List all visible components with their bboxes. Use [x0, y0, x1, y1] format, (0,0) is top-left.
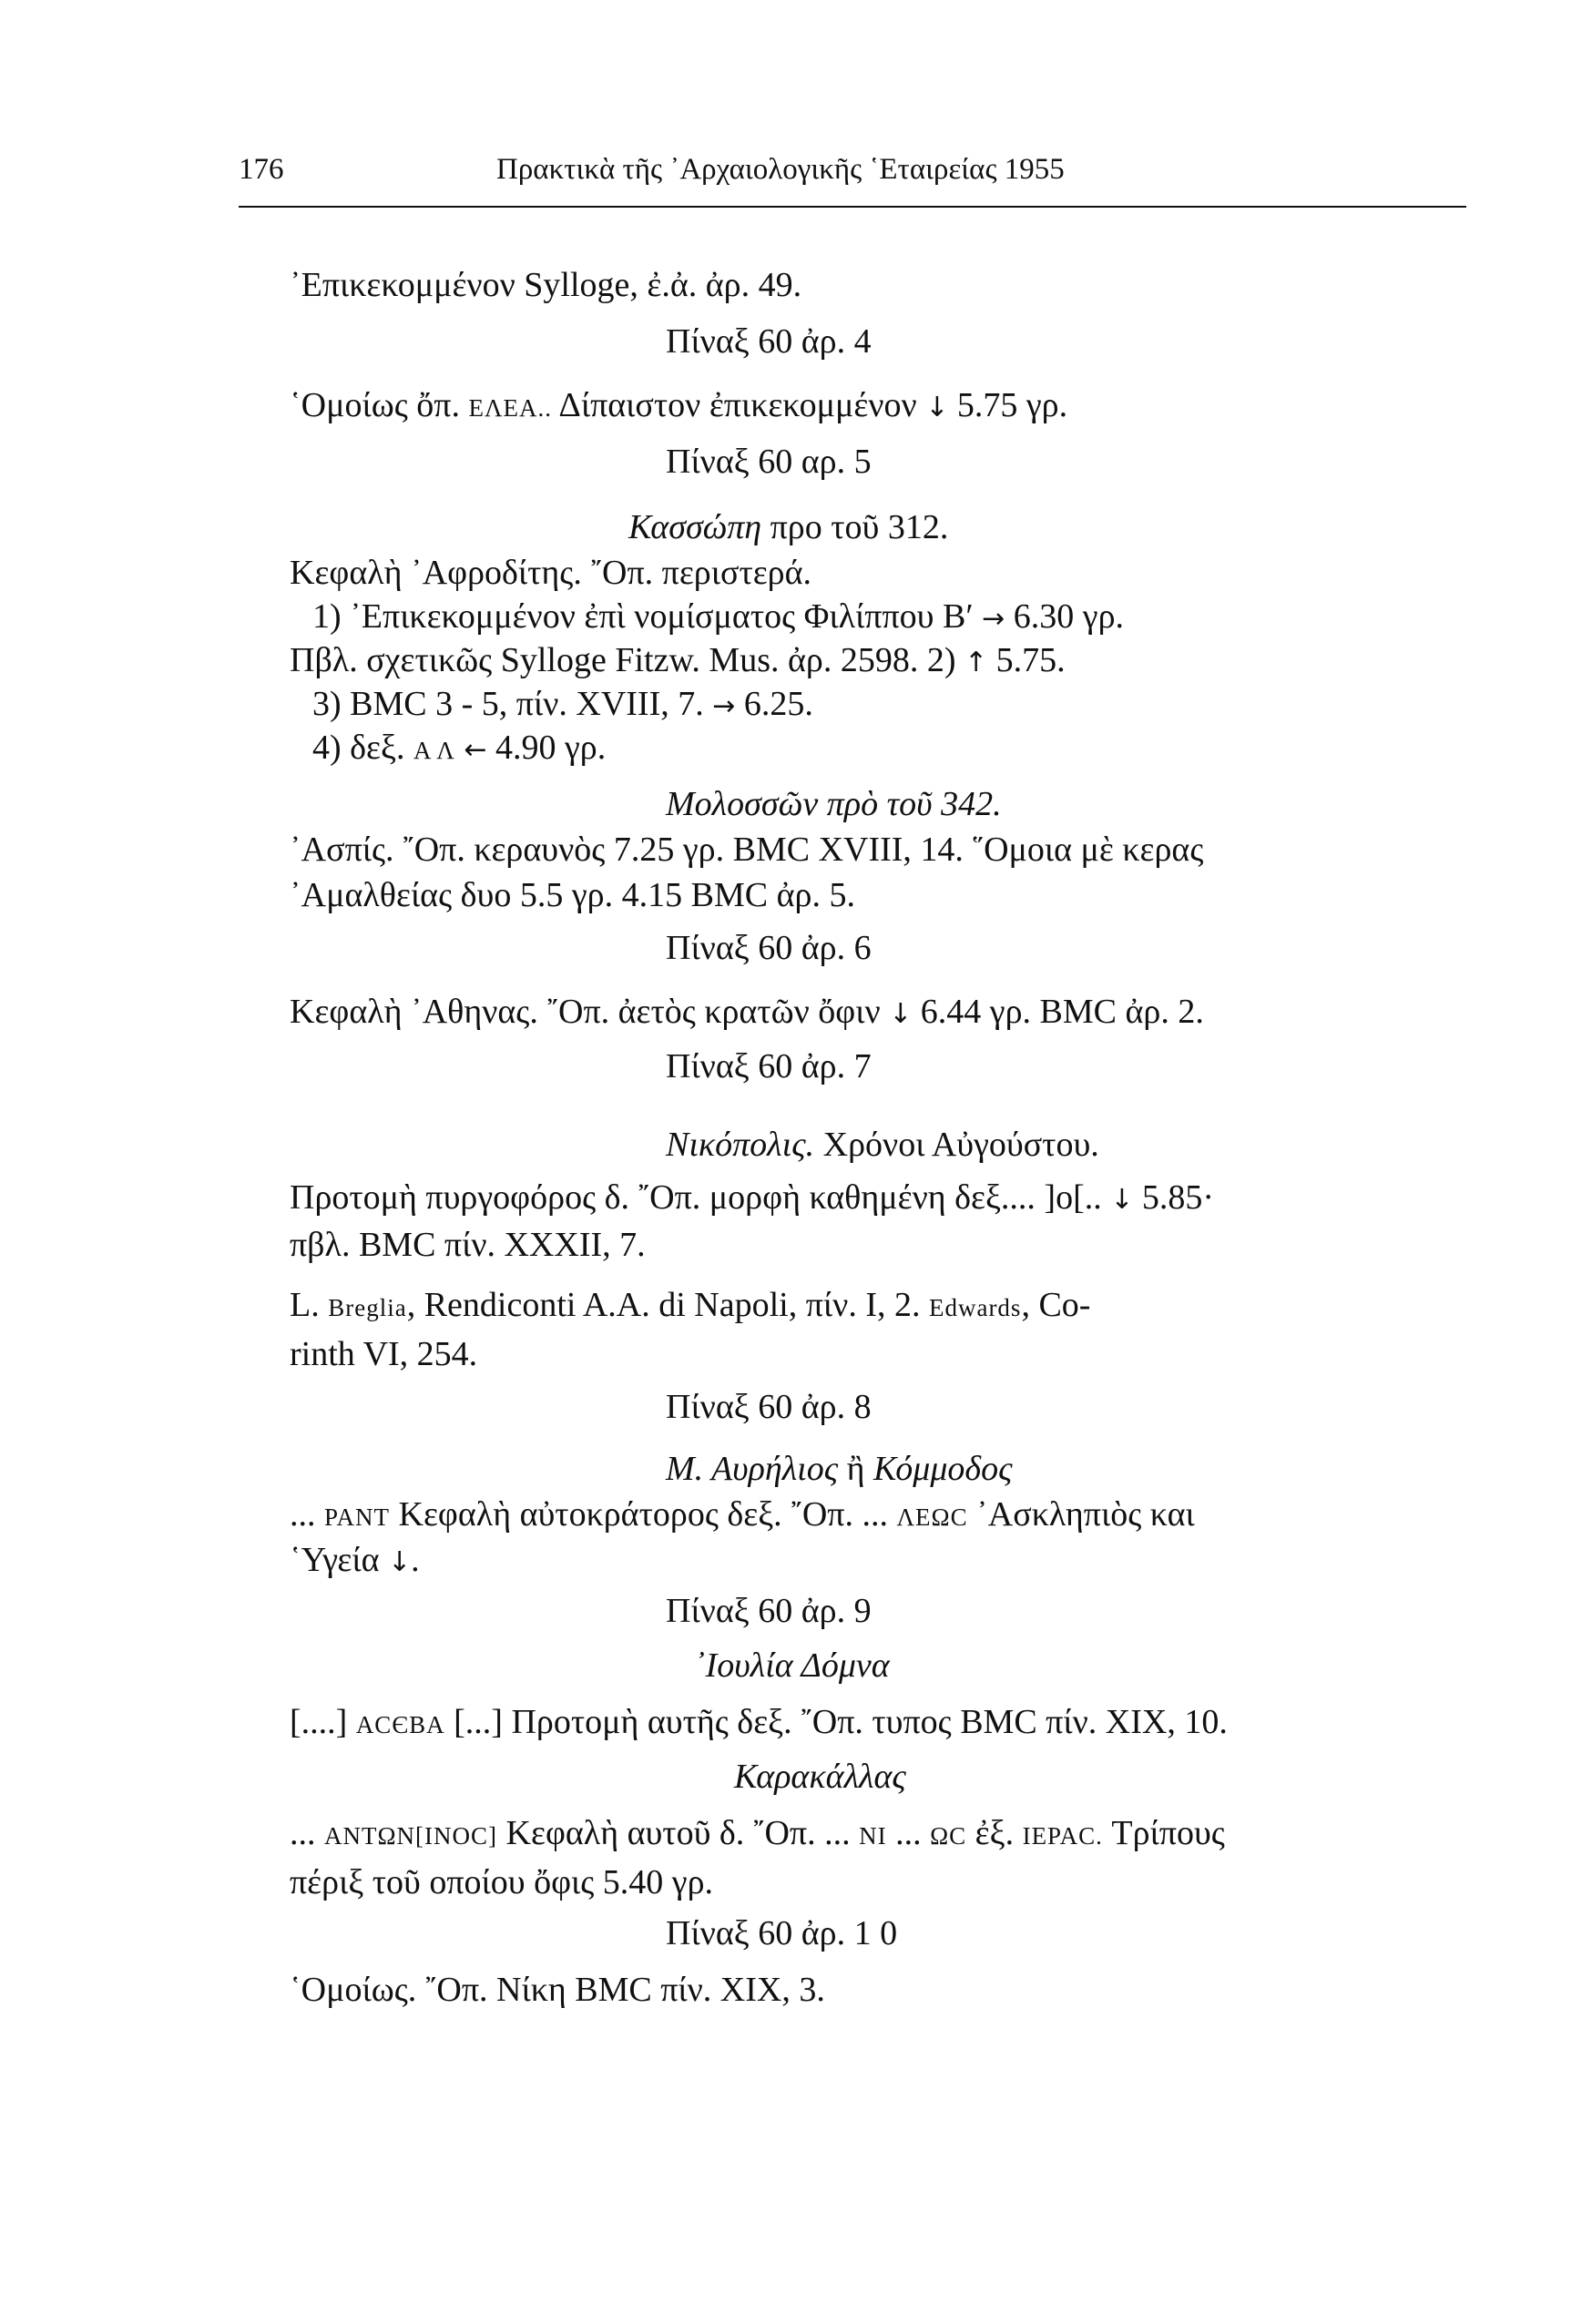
plate-reference: Πίναξ 60 ἀρ. 6 [666, 929, 872, 967]
legend-text: NI [859, 1822, 887, 1850]
legend-text: ΛΕΩC [896, 1503, 968, 1531]
legend-text: ΩC [930, 1822, 967, 1850]
text-line: L. Breglia, Rendiconti A.A. di Napoli, πίν. I, 2. Edwards, Co- [290, 1286, 1091, 1324]
text-line: 4) δεξ. Α Λ ← 4.90 γρ. [312, 727, 606, 771]
text-line: ῾Ομοίως ὄπ. ΕΛΕΑ.. Δίπαιστον ἐπικεκομμένον ↓ 5.75 γρ. [290, 384, 1067, 429]
plate-reference: Πίναξ 60 ἀρ. 8 [666, 1388, 872, 1426]
plate-reference: Πίναξ 60 ἀρ. 7 [666, 1047, 872, 1086]
section-heading: Καρακάλλας [734, 1758, 906, 1796]
text-line: 1) ᾿Επικεκομμένον ἐπὶ νομίσματος Φιλίππου Β′ → 6.30 γρ. [312, 596, 1124, 640]
text-line: πέριξ τοῦ οποίου ὄφις 5.40 γρ. [290, 1863, 714, 1901]
page-header [239, 149, 1464, 189]
section-heading: Νικόπολις. Χρόνοι Αὐγούστου. [666, 1126, 1099, 1164]
section-heading: Μολοσσῶν πρὸ τοῦ 342. [666, 785, 1002, 823]
text-line: [....] ACЄBA [...] Προτομὴ αυτῆς δεξ. ῎Οπ. τυπος BMC πίν. XIX, 10. [290, 1703, 1228, 1741]
text-line: ῾Ομοίως. ῎Οπ. Νίκη BMC πίν. XIX, 3. [290, 1971, 825, 2009]
section-heading: ᾿Ιουλία Δόμνα [694, 1646, 890, 1685]
legend-text: ACЄBA [355, 1711, 445, 1738]
text-line: Κεφαλὴ ᾿Αθηνας. ῎Οπ. ἀετὸς κρατῶν ὄφιν ↓ 6.44 γρ. BMC ἀρ. 2. [290, 991, 1204, 1035]
header-rule [239, 206, 1466, 208]
arrow-down-icon: ↓ [1110, 1184, 1134, 1216]
text-line: Προτομὴ πυργοφόρος δ. ῎Οπ. μορφὴ καθημένη δεξ.... ]ο[.. ↓ 5.85· [290, 1177, 1214, 1221]
running-title: Πρακτικὰ τῆς ᾿Αρχαιολογικῆς ῾Εταιρείας 1955 [496, 153, 1065, 186]
arrow-up-icon: ↑ [964, 647, 988, 678]
text-line: ᾿Επικεκομμένον Sylloge, ἐ.ἀ. ἀρ. 49. [290, 266, 802, 304]
text-line: Κεφαλὴ ᾿Αφροδίτης. ῎Οπ. περιστερά. [290, 554, 812, 592]
page-number: 176 [239, 153, 284, 186]
arrow-down-icon: ↓ [925, 392, 949, 423]
arrow-down-icon: ↓ [889, 998, 913, 1030]
legend-text: ΕΛΕΑ.. [468, 394, 553, 422]
text-line: ῾Υγεία ↓. [290, 1539, 420, 1584]
legend-text: Α Λ [413, 737, 455, 764]
text-line: Πβλ. σχετικῶς Sylloge Fitzw. Mus. ἀρ. 2598. 2) ↑ 5.75. [290, 639, 1066, 684]
text-line: ᾿Αμαλθείας δυο 5.5 γρ. 4.15 BMC ἀρ. 5. [290, 876, 855, 914]
text-line: rinth VI, 254. [290, 1335, 478, 1373]
text-line: πβλ. BMC πίν. XXXII, 7. [290, 1226, 646, 1264]
legend-text: ANTΩN[INOC] [324, 1822, 498, 1850]
plate-reference: Πίναξ 60 αρ. 5 [666, 443, 872, 481]
plate-reference: Πίναξ 60 ἀρ. 1 0 [666, 1914, 898, 1952]
text-line: ... ANTΩN[INOC] Κεφαλὴ αυτοῦ δ. ῎Οπ. ... NI ... ΩC ἐξ. IEPAC. Τρίπους [290, 1814, 1225, 1852]
text-line: ᾿Ασπίς. ῎Οπ. κεραυνὸς 7.25 γρ. BMC XVIII, 14. ῞Ομοια μὲ κερας [290, 831, 1204, 869]
arrow-left-icon: ← [464, 734, 487, 766]
arrow-down-icon: ↓ [388, 1546, 412, 1578]
arrow-right-icon: → [712, 690, 736, 722]
text-line: 3) BMC 3 - 5, πίν. XVIII, 7. → 6.25. [312, 683, 813, 728]
text-line: ... PANT Κεφαλὴ αὐτοκράτορος δεξ. ῎Οπ. ... ΛΕΩC ᾿Ασκληπιὸς και [290, 1495, 1195, 1534]
arrow-right-icon: → [982, 603, 1005, 635]
plate-reference: Πίναξ 60 ἀρ. 9 [666, 1592, 872, 1630]
author-name: Breglia [328, 1294, 407, 1321]
plate-reference: Πίναξ 60 ἀρ. 4 [666, 322, 872, 361]
legend-text: PANT [324, 1503, 391, 1531]
legend-text: IEPAC. [1022, 1822, 1103, 1850]
section-heading: Κασσώπη προ τοῦ 312. [628, 508, 949, 546]
author-name: Edwards [928, 1294, 1022, 1321]
section-heading: Μ. Αυρήλιος ἢ Κόμμοδος [666, 1450, 1013, 1488]
